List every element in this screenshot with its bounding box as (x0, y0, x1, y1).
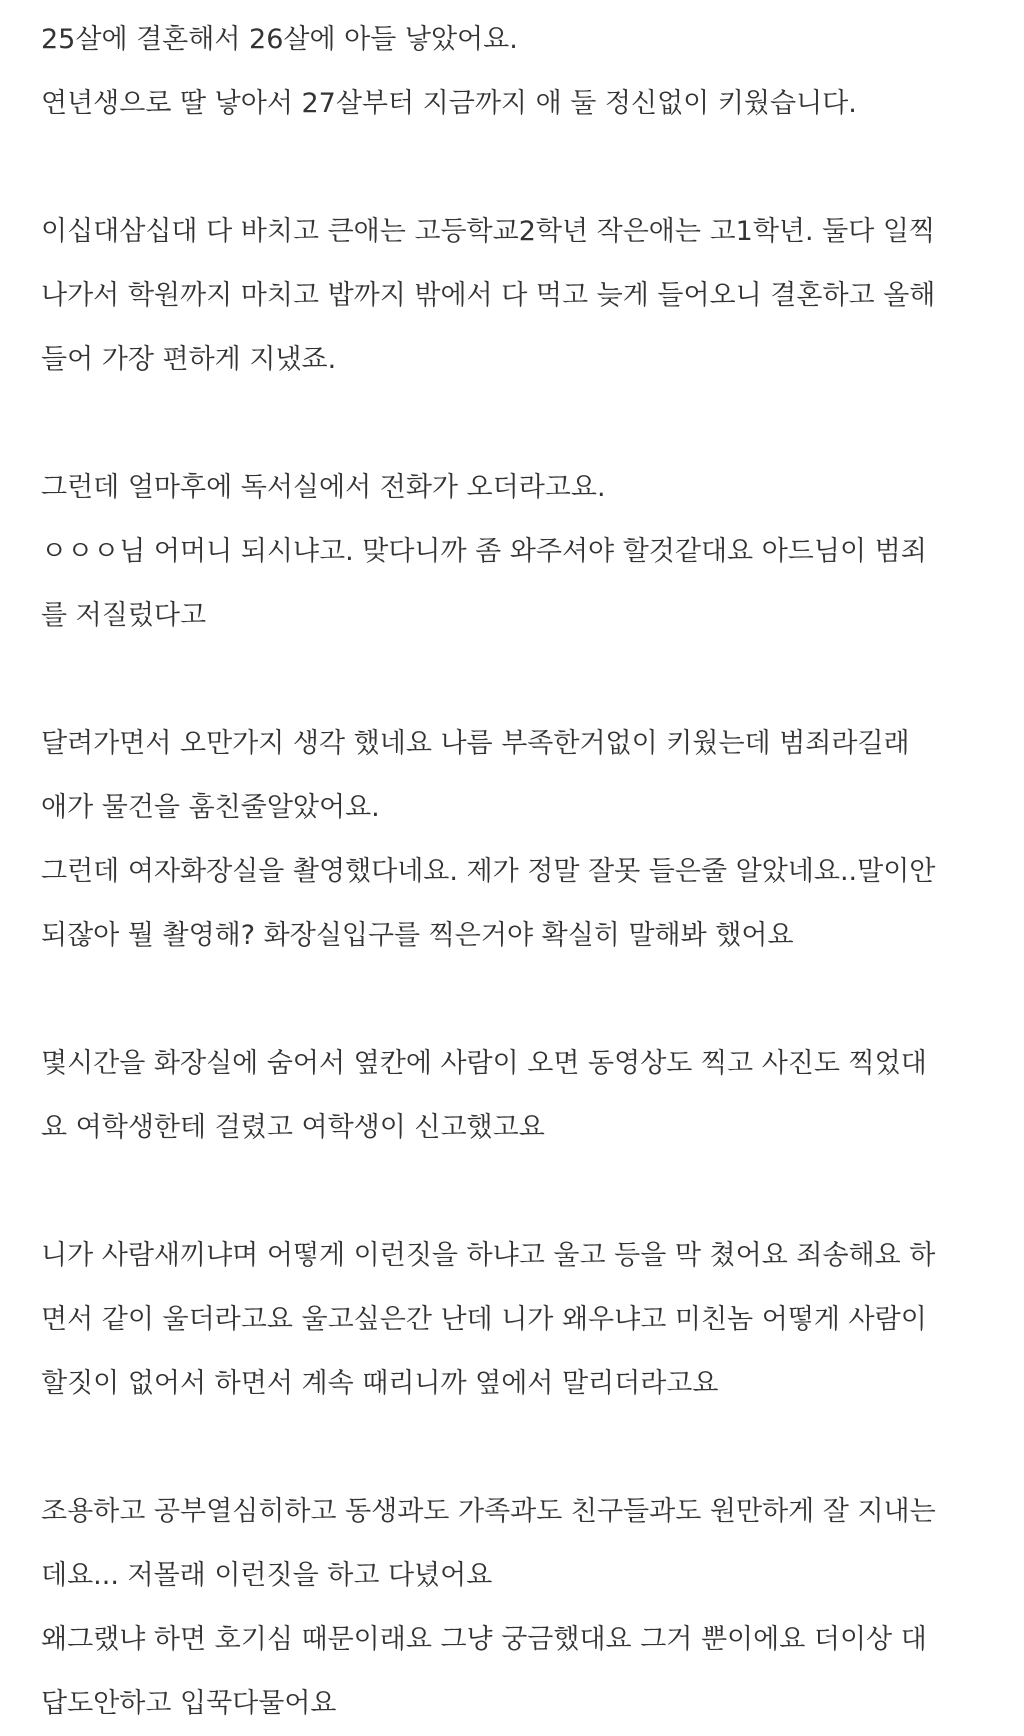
article-body (41, 8, 1001, 1736)
text-line: 니가 사람새끼냐며 어떻게 이런짓을 하냐고 울고 등을 막 쳤어요 죄송해요 하 (41, 1240, 936, 1271)
paragraph-1 (41, 8, 1001, 136)
paragraph-5 (41, 1032, 1001, 1160)
text-line: 를 저질렀다고 (41, 600, 207, 631)
paragraph-6 (41, 1224, 1001, 1416)
text-line: 그런데 얼마후에 독서실에서 전화가 오더라고요. (41, 472, 606, 503)
text-line: 나가서 학원까지 마치고 밥까지 밖에서 다 먹고 늦게 들어오니 결혼하고 올해 (41, 280, 936, 311)
text-line: 조용하고 공부열심히하고 동생과도 가족과도 친구들과도 원만하게 잘 지내는 (41, 1496, 936, 1527)
text-line: 몇시간을 화장실에 숨어서 옆칸에 사람이 오면 동영상도 찍고 사진도 찍었대 (41, 1048, 927, 1079)
text-line: 데요... 저몰래 이런짓을 하고 다녔어요 (41, 1560, 493, 1591)
text-line: 그런데 여자화장실을 촬영했다네요. 제가 정말 잘못 들은줄 알았네요..말이안 (41, 856, 936, 887)
text-line: 면서 같이 울더라고요 울고싶은간 난데 니가 왜우냐고 미친놈 어떻게 사람이 (41, 1304, 927, 1335)
text-line: 왜그랬냐 하면 호기심 때문이래요 그냥 궁금했대요 그거 뿐이에요 더이상 대 (41, 1624, 927, 1655)
text-line: 답도안하고 입꾹다물어요 (41, 1688, 337, 1719)
text-line: ㅇㅇㅇ님 어머니 되시냐고. 맞다니까 좀 와주셔야 할것같대요 아드님이 범죄 (41, 536, 927, 567)
text-line: 이십대삼십대 다 바치고 큰애는 고등학교2학년 작은애는 고1학년. 둘다 일찍 (41, 216, 936, 247)
text-line: 25살에 결혼해서 26살에 아들 낳았어요. (41, 24, 518, 55)
paragraph-3 (41, 456, 1001, 648)
paragraph-7 (41, 1480, 1001, 1736)
text-line: 되잖아 뭘 촬영해? 화장실입구를 찍은거야 확실히 말해봐 했어요 (41, 920, 794, 951)
text-line: 요 여학생한테 걸렸고 여학생이 신고했고요 (41, 1112, 545, 1143)
text-line: 들어 가장 편하게 지냈죠. (41, 344, 337, 375)
text-line: 연년생으로 딸 낳아서 27살부터 지금까지 애 둘 정신없이 키웠습니다. (41, 88, 857, 119)
paragraph-2 (41, 200, 1001, 392)
text-line: 달려가면서 오만가지 생각 했네요 나름 부족한거없이 키웠는데 범죄라길래 (41, 728, 910, 759)
paragraph-4 (41, 712, 1001, 968)
text-line: 할짓이 없어서 하면서 계속 때리니까 옆에서 말리더라고요 (41, 1368, 719, 1399)
text-line: 애가 물건을 훔친줄알았어요. (41, 792, 380, 823)
